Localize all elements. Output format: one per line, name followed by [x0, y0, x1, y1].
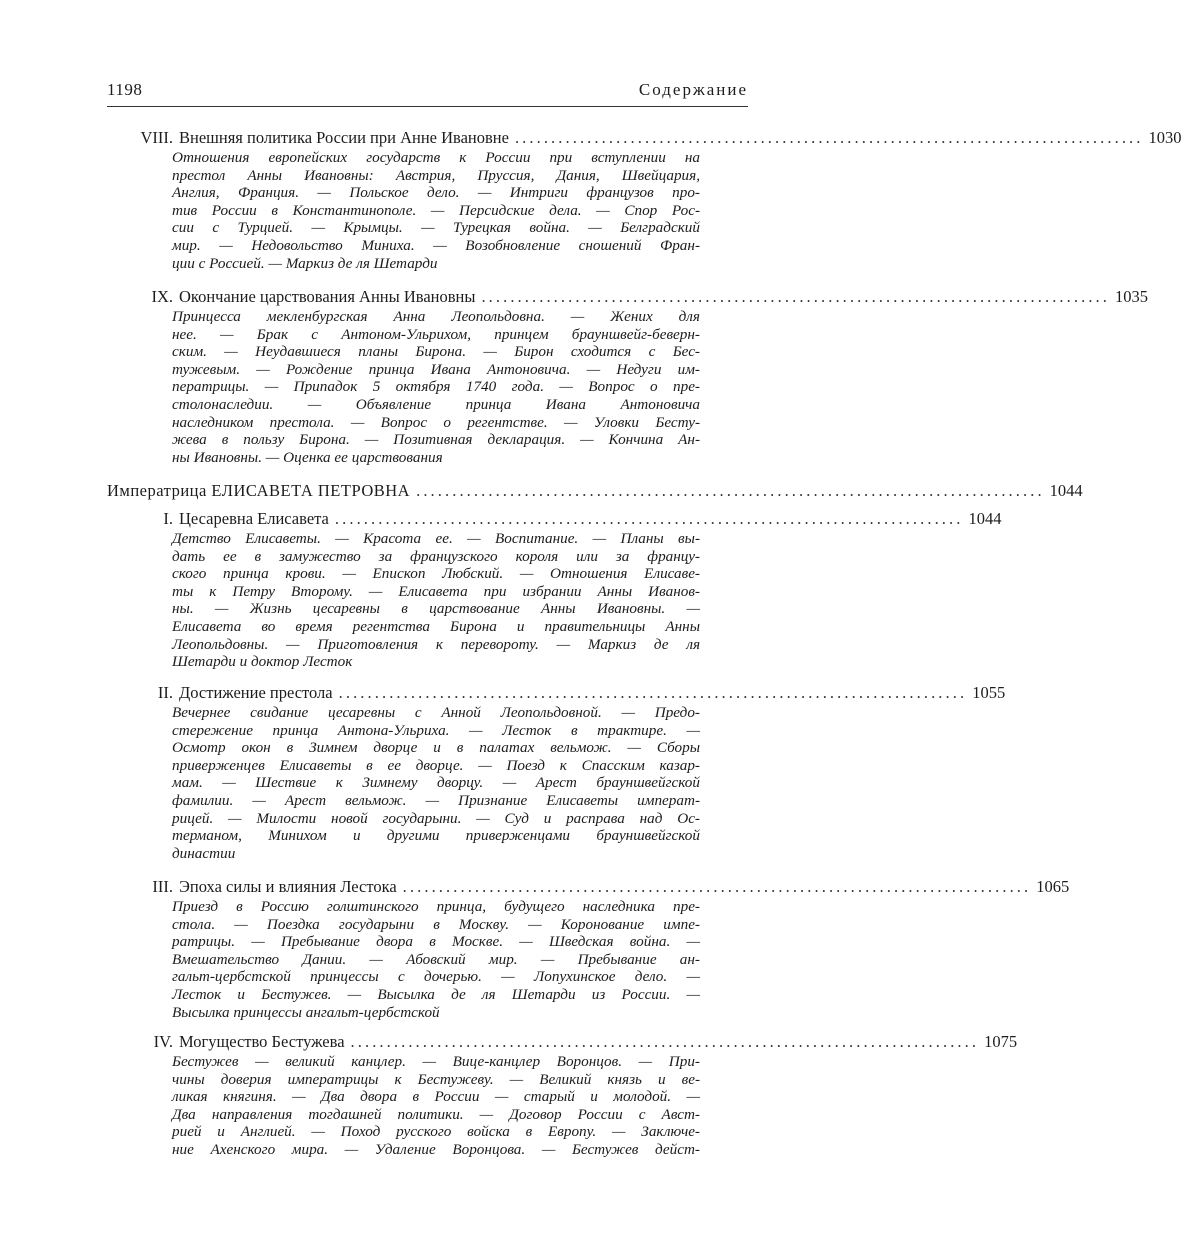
page-reference: 1035 [1115, 287, 1149, 306]
summary-line: дать ее в замужество за французского короля или за францу- [172, 547, 700, 565]
section-heading-empress [107, 481, 1083, 500]
chapter-number: II. [157, 683, 173, 702]
summary-line: Елисавета во время регентства Бирона и правительницы Анны [172, 617, 700, 635]
summary-line: сии с Турцией. — Крымцы. — Турецкая война. — Белградский [172, 219, 700, 237]
page-number: 1198 [107, 80, 143, 99]
summary-line: стола. — Поездка государыни в Москву. — Коронование импе- [172, 915, 700, 933]
toc-entry-i [107, 509, 1002, 671]
summary-line: ским. — Неудавшиеся планы Бирона. — Бирон сходится с Бес- [172, 343, 700, 361]
summary-line: Бестужев — великий канцлер. — Вице-канцлер Воронцов. — При- [172, 1053, 700, 1070]
summary-line: ны. — Жизнь цесаревны в царствование Анны Ивановны. — [172, 600, 700, 618]
toc-entry-heading [107, 1032, 1018, 1051]
dot-leader: ....................................................................................... [514, 128, 1144, 147]
summary-line: наследником престола. — Вопрос о регентстве. — Уловки Бесту- [172, 413, 700, 431]
summary-line: ператрицы. — Припадок 5 октября 1740 года. — Вопрос о пре- [172, 378, 700, 396]
summary-line: Детство Елисаветы. — Красота ее. — Воспитание. — Планы вы- [172, 530, 700, 547]
summary-line: нее. — Брак с Антоном-Ульрихом, принцем брауншвейг-беверн- [172, 325, 700, 343]
chapter-summary [172, 1053, 700, 1159]
chapter-number: IV. [153, 1032, 173, 1051]
chapter-summary [172, 149, 700, 272]
toc-entry-ii [107, 683, 1006, 862]
summary-line: ние Ахенского мира. — Удаление Воронцова. — Бестужев дейст- [172, 1140, 700, 1158]
toc-entry-iii [107, 877, 1070, 1021]
summary-line: стережение принца Антона-Ульриха. — Лесток в трактире. — [172, 721, 700, 739]
summary-line: Вечернее свидание цесаревны с Анной Леопольдовной. — Предо- [172, 704, 700, 721]
toc-entry-ix [107, 287, 1149, 466]
page-header [107, 80, 748, 107]
page-reference: 1065 [1036, 877, 1070, 896]
summary-line: Приезд в Россию голштинского принца, будущего наследника пре- [172, 898, 700, 915]
chapter-title: Эпоха силы и влияния Лестока [179, 877, 397, 896]
dot-leader: ....................................................................................... [481, 287, 1111, 306]
dot-leader: ....................................................................................... [416, 481, 1045, 500]
summary-line: мам. — Шествие к Зимнему дворцу. — Арест брауншвейгской [172, 774, 700, 792]
toc-entry-heading [107, 287, 1149, 306]
toc-entry-iv [107, 1032, 1018, 1159]
page-reference: 1044 [1049, 481, 1083, 500]
chapter-number: IX. [151, 287, 173, 306]
chapter-title: Цесаревна Елисавета [179, 509, 329, 528]
summary-line: ты к Петру Второму. — Елисавета при избрании Анны Иванов- [172, 582, 700, 600]
chapter-title: Окончание царствования Анны Ивановны [179, 287, 476, 306]
chapter-summary [172, 308, 700, 466]
toc-entry-heading [107, 481, 1083, 500]
summary-line: жева в пользу Бирона. — Позитивная декларация. — Кончина Ан- [172, 431, 700, 449]
summary-line: Вмешательство Дании. — Абовский мир. — Пребывание ан- [172, 950, 700, 968]
summary-line: ны Ивановны. — Оценка ее царствования [172, 448, 443, 466]
summary-line: Принцесса мекленбургская Анна Леопольдовна. — Жених для [172, 308, 700, 325]
summary-line: терманом, Минихом и другими приверженцами брауншвейгской [172, 827, 700, 845]
chapter-summary [172, 898, 700, 1021]
summary-line: Англия, Франция. — Польское дело. — Интриги французов про- [172, 184, 700, 202]
chapter-title: Внешняя политика России при Анне Ивановне [179, 128, 509, 147]
dot-leader: ....................................................................................... [338, 683, 968, 702]
summary-line: Шетарди и доктор Лесток [172, 653, 353, 671]
toc-entry-heading [107, 877, 1070, 896]
toc-entry-heading [107, 509, 1002, 528]
summary-line: приверженцев Елисаветы в ее дворце. — Поезд к Спасским казар- [172, 756, 700, 774]
summary-line: династии [172, 844, 236, 862]
summary-line: фамилии. — Арест вельмож. — Признание Елисаветы императ- [172, 791, 700, 809]
chapter-title: Могущество Бестужева [179, 1032, 345, 1051]
summary-line: ции с Россией. — Маркиз де ля Шетарди [172, 254, 438, 272]
page-reference: 1055 [972, 683, 1006, 702]
running-title: Содержание [638, 80, 748, 99]
toc-entry-heading [107, 683, 1006, 702]
summary-line: престол Анны Ивановны: Австрия, Пруссия, Дания, Швейцария, [172, 166, 700, 184]
page-reference: 1044 [968, 509, 1002, 528]
summary-line: рией и Англией. — Поход русского войска в Европу. — Заключе- [172, 1123, 700, 1141]
dot-leader: ....................................................................................... [334, 509, 964, 528]
summary-line: Высылка принцессы ангальт-цербстской [172, 1003, 440, 1021]
chapter-title: Достижение престола [179, 683, 333, 702]
summary-line: Отношения европейских государств к России при вступлении на [172, 149, 700, 166]
summary-line: ского принца крови. — Епископ Любский. — Отношения Елисаве- [172, 565, 700, 583]
summary-line: Лесток и Бестужев. — Высылка де ля Шетарди из России. — [172, 985, 700, 1003]
chapter-summary [172, 530, 700, 671]
summary-line: тив России в Константинополе. — Персидские дела. — Спор Рос- [172, 201, 700, 219]
dot-leader: ....................................................................................... [350, 1032, 980, 1051]
chapter-summary [172, 704, 700, 862]
summary-line: Осмотр окон в Зимнем дворце и в палатах вельмож. — Сборы [172, 739, 700, 757]
chapter-number: I. [163, 509, 173, 528]
summary-line: ратрицы. — Пребывание двора в Москве. — Шведская война. — [172, 933, 700, 951]
summary-line: Леопольдовны. — Приготовления к перевороту. — Маркиз де ля [172, 635, 700, 653]
summary-line: столонаследии. — Объявление принца Ивана Антоновича [172, 395, 700, 413]
chapter-number: VIII. [140, 128, 173, 147]
summary-line: рицей. — Милости новой государыни. — Суд и расправа над Ос- [172, 809, 700, 827]
toc-entry-heading [107, 128, 1182, 147]
summary-line: чины доверия императрицы к Бестужеву. — Великий князь и ве- [172, 1070, 700, 1088]
summary-line: Два направления тогдашней политики. — Договор России с Авст- [172, 1105, 700, 1123]
chapter-number: III. [152, 877, 173, 896]
section-title: Императрица ЕЛИСАВЕТА ПЕТРОВНА [107, 481, 411, 500]
page-reference: 1075 [984, 1032, 1018, 1051]
summary-line: ликая княгиня. — Два двора в России — старый и молодой. — [172, 1088, 700, 1106]
page-reference: 1030 [1148, 128, 1182, 147]
summary-line: тужевым. — Рождение принца Ивана Антоновича. — Недуги им- [172, 360, 700, 378]
summary-line: гальт-цербстской принцессы с дочерью. — Лопухинское дело. — [172, 968, 700, 986]
toc-entry-viii [107, 128, 1182, 272]
summary-line: мир. — Недовольство Миниха. — Возобновление сношений Фран- [172, 236, 700, 254]
dot-leader: ....................................................................................... [402, 877, 1032, 896]
